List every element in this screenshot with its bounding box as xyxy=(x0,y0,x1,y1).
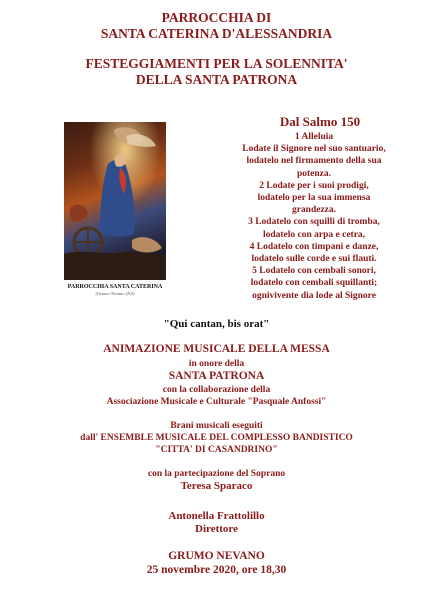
psalm-line: 1 Alleluia xyxy=(294,132,334,142)
header-parish xyxy=(0,10,433,42)
psalm-line: lodatelo per la sua immensa xyxy=(257,193,371,204)
event-association: Associazione Musicale e Culturale "Pasquale Anfossi" xyxy=(106,397,327,407)
event-date: 25 novembre 2020, ore 18,30 xyxy=(146,564,287,576)
event-title: ANIMAZIONE MUSICALE DELLA MESSA xyxy=(103,343,330,355)
psalm-title: Dal Salmo 150 xyxy=(279,114,361,129)
event-place: GRUMO NEVANO xyxy=(168,550,265,562)
header-line-2: SANTA CATERINA D'ALESSANDRIA xyxy=(100,26,333,41)
psalm-line: lodatelo con arpa e cetra, xyxy=(262,229,366,240)
event-in-onore: in onore della xyxy=(188,359,245,369)
psalm-line: lodatelo sulle corde e sui flauti. xyxy=(251,254,377,265)
psalm-text xyxy=(203,131,425,302)
event-collab: con la collaborazione della xyxy=(162,385,271,395)
header-line-3: FESTEGGIAMENTI PER LA SOLENNITA' xyxy=(85,56,348,71)
director-role: Direttore xyxy=(195,523,238,535)
event-ensemble: dall' ENSEMBLE MUSICALE DEL COMPLESSO BANDISTICO xyxy=(80,433,353,443)
header-line-4: DELLA SANTA PATRONA xyxy=(135,72,298,87)
director-name: Antonella Frattolillo xyxy=(168,510,265,522)
psalm-line: potenza. xyxy=(296,168,332,179)
psalm-line: 2 Lodate per i suoi prodigi, xyxy=(259,180,369,191)
painting-caption-location: (Grumo Nevano (NA) xyxy=(95,291,135,296)
header-festival xyxy=(0,56,433,88)
saint-catherine-painting xyxy=(64,122,166,280)
event-patrona: SANTA PATRONA xyxy=(168,370,265,382)
event-partecipazione: con la partecipazione del Soprano xyxy=(147,469,286,479)
motto-quote: "Qui cantan, bis orat" xyxy=(163,318,270,330)
psalm-line: lodatelo con cembali squillanti; xyxy=(250,278,378,289)
psalm-line: 4 Lodatelo con timpani e danze, xyxy=(249,241,379,252)
psalm-line: ognivivente dia lode al Signore xyxy=(252,290,376,301)
psalm-line: lodatelo nel firmamento della sua xyxy=(246,156,382,167)
event-brani: Brani musicali eseguiti xyxy=(170,421,263,431)
event-citta: "CITTA' DI CASANDRINO" xyxy=(155,445,278,455)
psalm-line: 3 Lodatelo con squilli di tromba, xyxy=(248,217,380,228)
painting-caption: PARROCCHIA SANTA CATERINA xyxy=(67,284,163,290)
psalm-line: Lodate il Signore nel suo santuario, xyxy=(242,144,386,155)
header-line-1: PARROCCHIA DI xyxy=(161,10,272,25)
psalm-line: grandezza. xyxy=(291,205,337,216)
psalm-line: 5 Lodatelo con cembali sonori, xyxy=(252,266,376,277)
event-soprano: Teresa Sparaco xyxy=(180,480,253,492)
